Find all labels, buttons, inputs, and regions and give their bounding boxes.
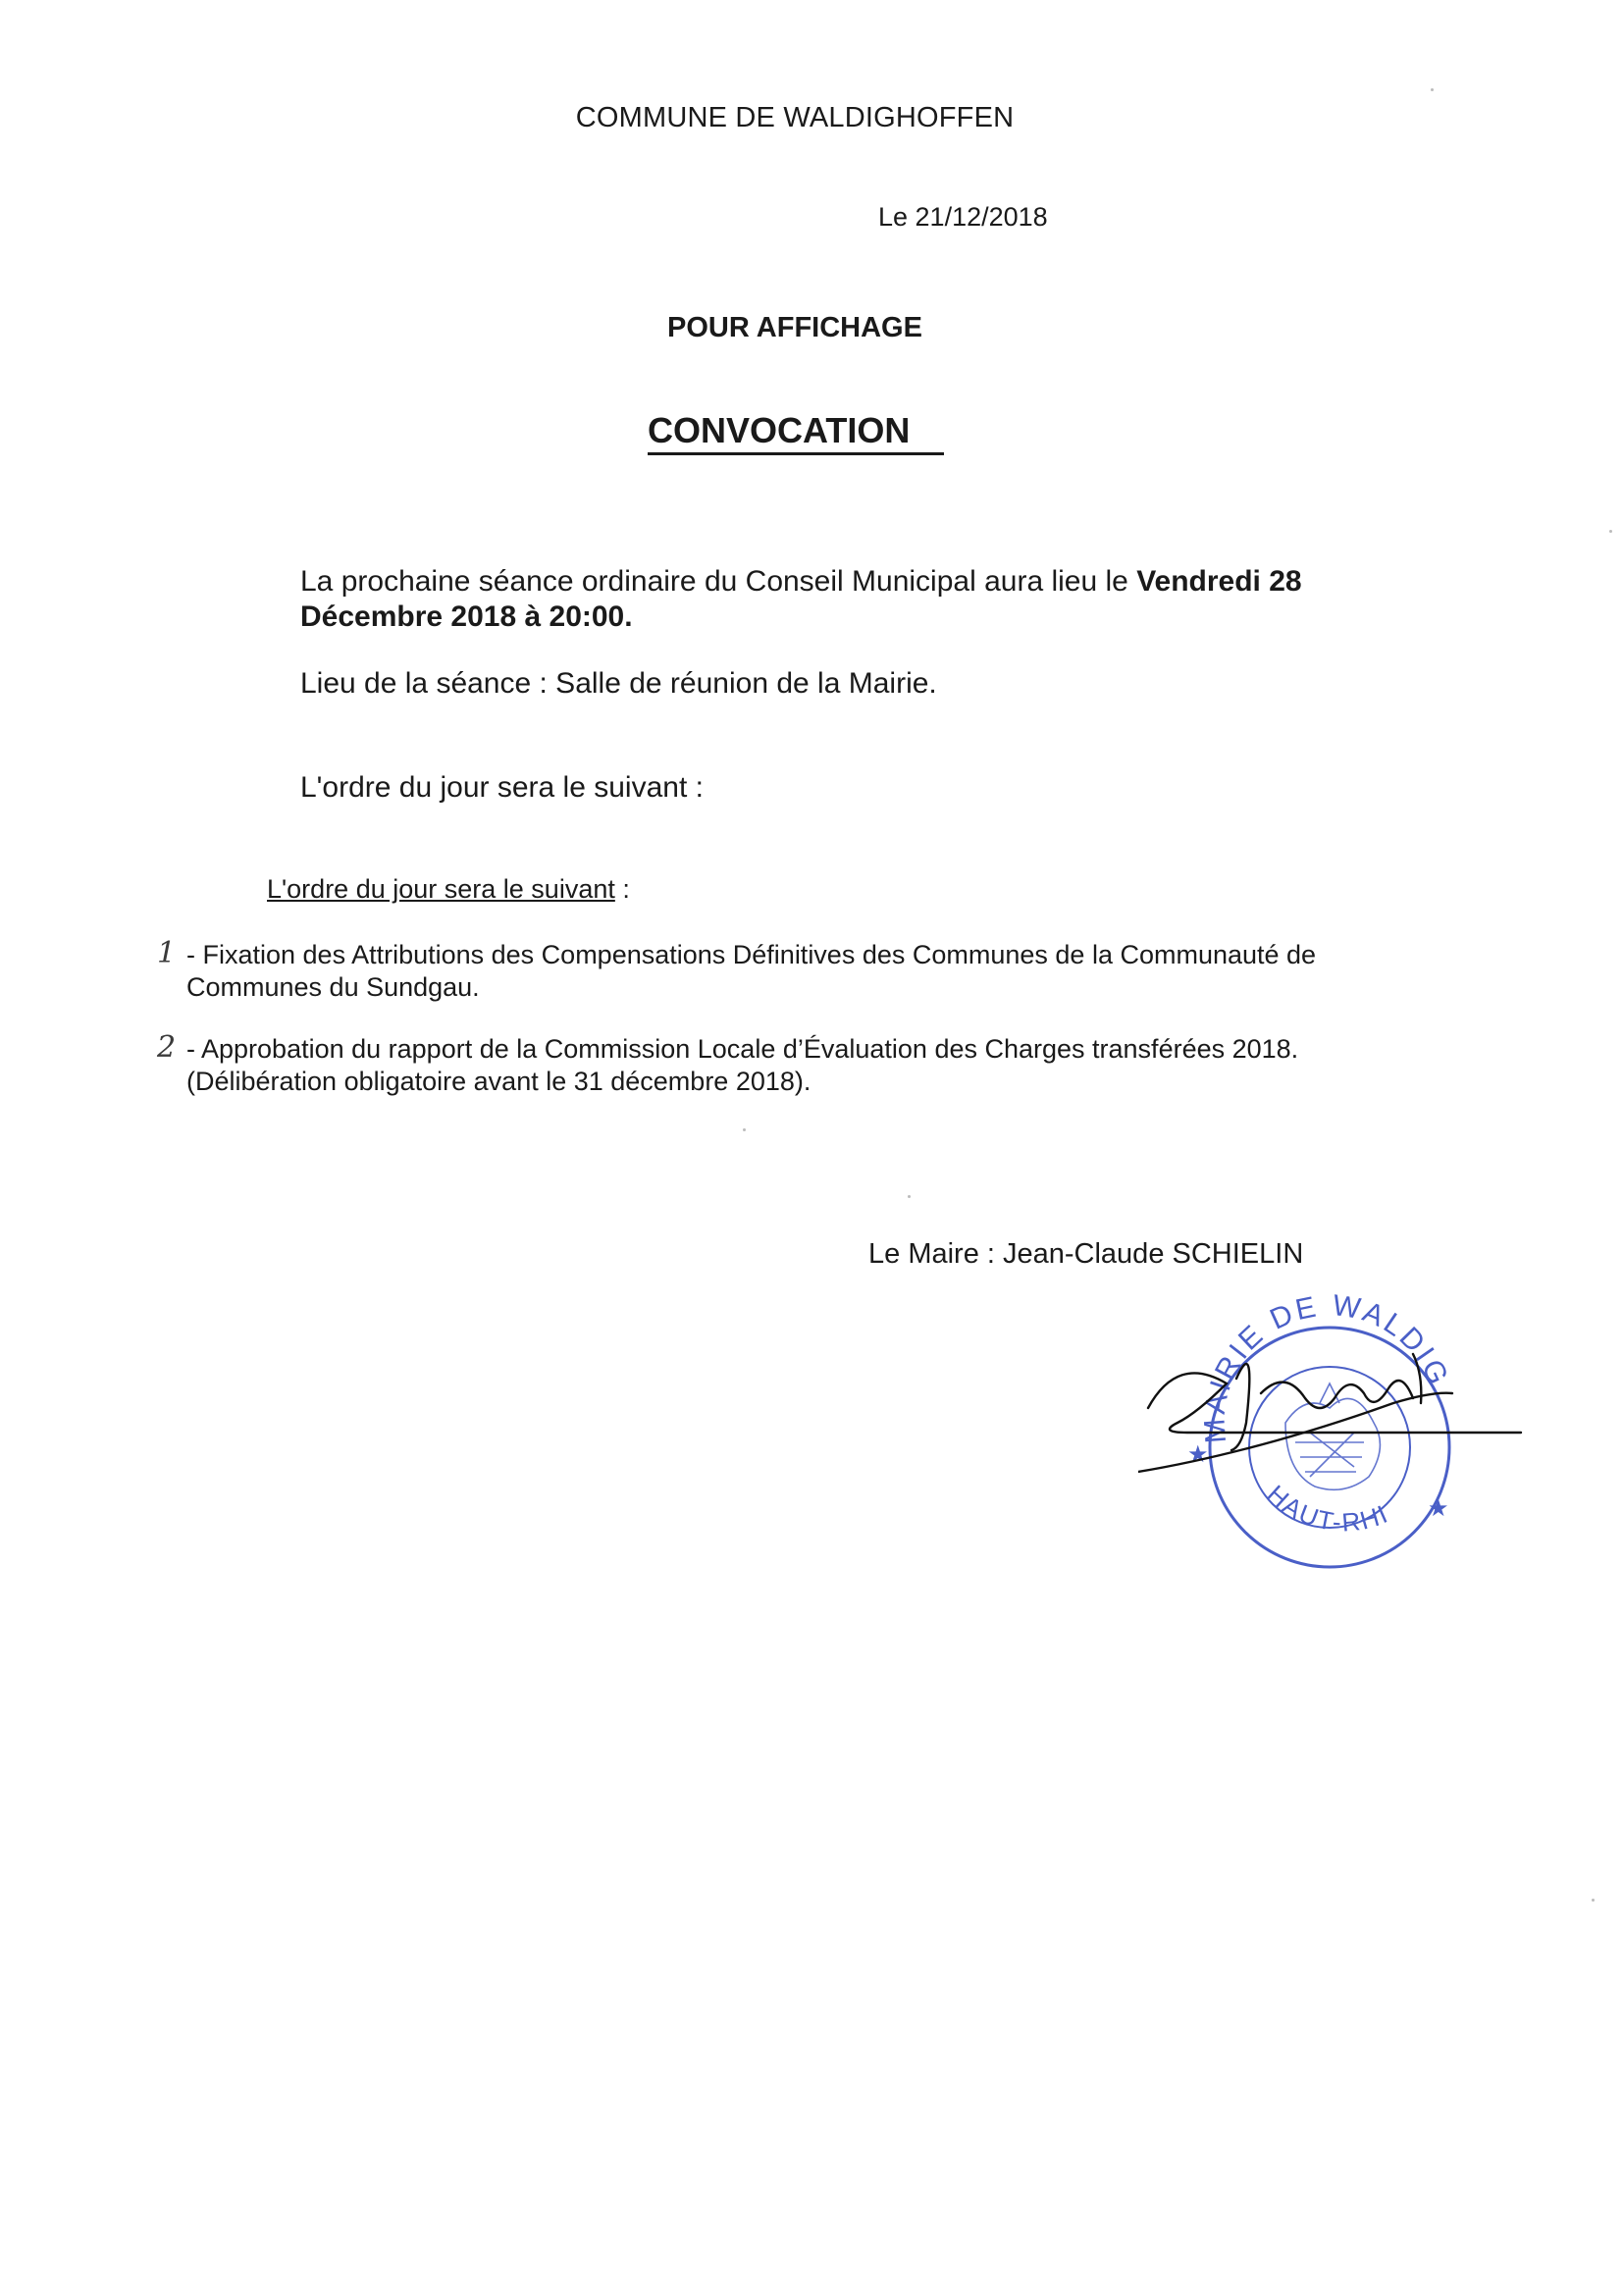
- agenda-number: 1: [157, 936, 177, 970]
- title-underline: [648, 452, 944, 455]
- agenda-text: - Fixation des Attributions des Compensations Définitives des Communes de la Communauté de Communes du Sundgau.: [186, 940, 1317, 1002]
- agenda-text: - Approbation du rapport de la Commission Locale d’Évaluation des Charges transférées 2018. (Délibération obligatoire avant le 31 décembre 2018).: [186, 1034, 1299, 1096]
- ordre-heading: [267, 874, 630, 905]
- seance-paragraph: [300, 564, 1380, 635]
- scan-speck: [1431, 88, 1434, 91]
- svg-text:★: ★: [1428, 1494, 1449, 1522]
- scan-speck: [1592, 1899, 1595, 1902]
- svg-text:★: ★: [1187, 1440, 1209, 1468]
- scan-speck: [1609, 530, 1612, 533]
- seance-date: Vendredi 28 Décembre 2018 à 20:00.: [300, 565, 1302, 633]
- stamp-seal-icon: [1138, 1276, 1550, 1570]
- agenda-item: [157, 936, 1384, 1004]
- ordre-intro: L'ordre du jour sera le suivant :: [300, 771, 704, 804]
- stamp-bottom-text: HAUT-RHI: [1261, 1479, 1393, 1538]
- seance-text: La prochaine séance ordinaire du Conseil Municipal aura lieu le: [300, 565, 1137, 598]
- document-date: Le 21/12/2018: [878, 202, 1048, 232]
- stamp-top-text: MAIRIE DE WALDIG: [1198, 1288, 1456, 1445]
- agenda-item: [157, 1030, 1384, 1098]
- commune-heading: COMMUNE DE WALDIGHOFFEN: [575, 102, 1015, 133]
- mairie-stamp: [1138, 1276, 1550, 1570]
- ordre-heading-colon: :: [614, 874, 630, 904]
- lieu-paragraph: Lieu de la séance : Salle de réunion de la Mairie.: [300, 667, 937, 700]
- scan-speck: [743, 1128, 746, 1131]
- pour-affichage-label: POUR AFFICHAGE: [667, 312, 922, 343]
- maire-signature-line: Le Maire : Jean-Claude SCHIELIN: [868, 1238, 1304, 1270]
- page-title: CONVOCATION: [648, 410, 911, 450]
- ordre-heading-underlined: L'ordre du jour sera le suivant: [267, 874, 615, 904]
- scan-speck: [908, 1195, 911, 1198]
- agenda-number: 2: [157, 1030, 177, 1065]
